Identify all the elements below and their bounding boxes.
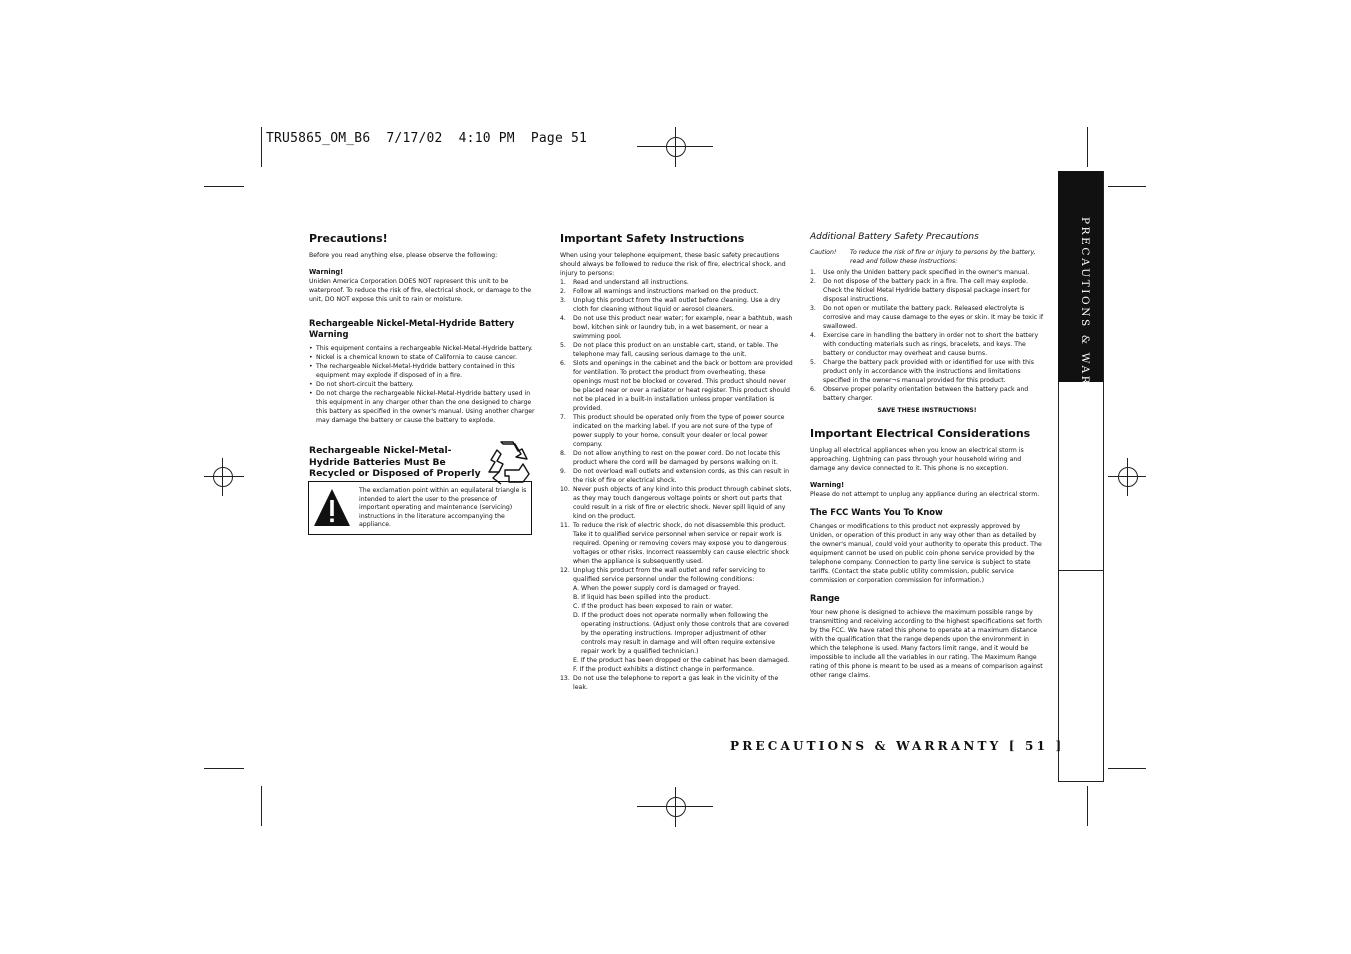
list-text: To reduce the risk of electric shock, do not disassemble this product. Take it to qualified service personnel when service or repair work is required. Opening or removing covers may expose you to dangerous voltages or other risks. Incorrect reassembly can cause electric shock when the appliance is subsequently used. [573,522,790,565]
list-item [810,268,1044,277]
fcc-title: The FCC Wants You To Know [810,507,943,517]
bullet-item: • This equipment contains a rechargeable Nickel-Metal-Hydride battery. [309,344,535,353]
list-text: Follow all warnings and instructions marked on the product. [573,288,759,295]
battery-bullet-list [309,344,535,425]
safety-instruction-list [560,278,793,692]
battery-warning-heading: Rechargeable Nickel-Metal-Hydride Battery Warning [309,318,515,339]
column-battery-electrical [810,232,1044,680]
condition-item: E. If the product has been dropped or the cabinet has been damaged. [573,657,790,664]
print-slug: TRU5865_OM_B6 7/17/02 4:10 PM Page 51 [266,131,588,146]
list-number: 5. [560,342,566,349]
safety-intro: When using your telephone equipment, these basic safety precautions should always be followed to reduce the risk of fire, electrical shock, and injury to persons: [560,252,786,277]
list-item [560,449,793,467]
list-text: Never push objects of any kind into this product through cabinet slots, as they may touch dangerous voltage points or short out parts that could result in a risk of fire or electric shock. Never spill liquid of any kind on the product. [573,486,792,520]
list-number: 1. [810,269,816,276]
list-item [810,277,1044,304]
list-item [560,341,793,359]
list-number: 6. [810,386,816,393]
list-text: Use only the Uniden battery pack specified in the owner's manual. [823,269,1030,276]
fcc-text: Changes or modifications to this product not expressly approved by Uniden, or operation of this product in any way other than as detailed by the owner's manual, could void your authority to operate this product. The equipment cannot be used on public coin phone service provided by the telephone company. Connection to party line service is subject to state tariffs. (Contact the state public utility commission, public service commission or corporation commission for information.) [810,523,1042,584]
list-item [560,296,793,314]
exclamation-triangle-icon [312,487,352,529]
bullet-item: • The rechargeable Nickel-Metal-Hydride battery contained in this equipment may explode if disposed of in a fire. [309,362,535,380]
condition-item: B. If liquid has been spilled into the product. [573,594,711,601]
caution-label: Caution! [810,249,837,256]
electrical-title: Important Electrical Considerations [810,427,1031,440]
list-number: 13. [560,675,570,682]
list-number: 8. [560,450,566,457]
condition-item: F. If the product exhibits a distinct change in performance. [573,666,755,673]
list-number: 3. [810,305,816,312]
battery-precaution-list [810,268,1044,403]
electrical-warning-label: Warning! [810,481,845,489]
condition-item: A. When the power supply cord is damaged or frayed. [573,585,741,592]
list-text: This product should be operated only from the type of power source indicated on the marking label. If you are not sure of the type of power supply to your home, consult your dealer or local power company. [573,414,785,448]
battery-precautions-title: Additional Battery Safety Precautions [810,232,979,242]
list-text: Do not open or mutilate the battery pack. Released electrolyte is corrosive and may cause damage to the eyes or skin. It may be toxic if swallowed. [823,305,1044,330]
list-text: Do not allow anything to rest on the power cord. Do not locate this product where the cord will be damaged by persons walking on it. [573,450,781,466]
list-item [560,278,793,287]
list-item [560,287,793,296]
list-number: 6. [560,360,566,367]
caution-symbol-text: The exclamation point within an equilateral triangle is intended to alert the user to the presence of important operating and maintenance (servicing) instructions in the literature accompanying the appliance. [359,487,527,529]
list-number: 1. [560,279,566,286]
list-number: 4. [810,332,816,339]
electrical-text: Unplug all electrical appliances when you know an electrical storm is approaching. Lightning can pass through your household wiring and damage any device connected to it. This phone is no exception. [810,447,1024,472]
list-number: 2. [560,288,566,295]
list-number: 5. [810,359,816,366]
side-tab-label: PRECAUTIONS & WARRANTY [1079,217,1091,438]
safety-title: Important Safety Instructions [560,232,745,245]
list-text: Do not overload wall outlets and extension cords, as this can result in the risk of fire or electrical shock. [573,468,790,484]
list-item [560,521,793,566]
list-number: 9. [560,468,566,475]
list-item [560,485,793,521]
precautions-title: Precautions! [309,232,388,245]
list-number: 4. [560,315,566,322]
list-number: 12. [560,567,570,574]
column-precautions [309,232,535,495]
list-number: 11. [560,522,570,529]
list-number: 7. [560,414,566,421]
page-footer: PRECAUTIONS & WARRANTY [ 51 ] [730,739,1065,753]
warning-text: Uniden America Corporation DOES NOT represent this unit to be waterproof. To reduce the risk of fire, electrical shock, or damage to the unit, DO NOT expose this unit to rain or moisture. [309,278,532,303]
list-text: Do not dispose of the battery pack in a fire. The cell may explode. Check the Nickel Metal Hydride battery disposal package insert for disposal instructions. [823,278,1031,303]
electrical-warning-text: Please do not attempt to unplug any appliance during an electrical storm. [810,491,1040,498]
caution-symbol-box [308,481,532,535]
list-number: 10. [560,486,570,493]
list-number: 2. [810,278,816,285]
warning-label: Warning! [309,268,344,276]
bullet-item: • Do not charge the rechargeable Nickel-Metal-Hydride battery used in this equipment in any charger other than the one designed to charge this battery as specified in the owner's manual. Using another charger may damage the battery or cause the battery to explode. [309,389,535,425]
list-text: Do not use this product near water; for example, near a bathtub, wash bowl, kitchen sink or laundry tub, in a wet basement, or near a swimming pool. [573,315,793,340]
range-title: Range [810,593,840,603]
precautions-intro: Before you read anything else, please observe the following: [309,252,498,259]
list-item [560,413,793,449]
bullet-item: • Nickel is a chemical known to state of California to cause cancer. [309,353,535,362]
list-text: Slots and openings in the cabinet and the back or bottom are provided for ventilation. To protect the product from overheating, these openings must not be blocked or covered. This product should never be placed near or over a radiator or heat register. This product should not be placed in a built-in installation unless proper ventilation is provided. [573,360,793,412]
condition-item: C. If the product has been exposed to rain or water. [573,603,733,610]
list-text: Do not use the telephone to report a gas leak in the vicinity of the leak. [573,675,779,691]
list-item [560,314,793,341]
list-item [560,467,793,485]
column-safety-instructions [560,232,793,692]
range-text: Your new phone is designed to achieve the maximum possible range by transmitting and receiving according to the highest specifications set forth by the FCC. We have rated this phone to operate at a maximum distance with the qualification that the range depends upon the environment in which the telephone is used. Many factors limit range, and it would be impossible to include all the variables in our rating. The Maximum Range rating of this phone is meant to be used as a means of comparison against other range claims. [810,609,1043,679]
list-text: Unplug this product from the wall outlet and refer servicing to qualified service personnel under the following conditions: [573,567,766,583]
bullet-item: • Do not short-circuit the battery. [309,380,535,389]
caution-text: To reduce the risk of fire or injury to persons by the battery, read and follow these instructions: [850,249,1036,265]
save-instructions: SAVE THESE INSTRUCTIONS! [877,407,977,414]
list-text: Charge the battery pack provided with or identified for use with this product only in accordance with the instructions and limitations specified in the owner¬s manual provided for this product. [823,359,1034,384]
list-item [560,566,793,674]
recycle-heading: Rechargeable Nickel-Metal-Hydride Batteries Must Be Recycled or Disposed of Properly [309,445,481,479]
list-text: Read and understand all instructions. [573,279,689,286]
list-item [810,358,1044,385]
list-item [560,674,793,692]
list-item [810,304,1044,331]
list-text: Unplug this product from the wall outlet before cleaning. Use a dry cloth for cleaning without liquid or aerosol cleaners. [573,297,781,313]
list-text: Observe proper polarity orientation between the battery pack and battery charger. [823,386,1029,402]
list-text: Exercise care in handling the battery in order not to short the battery with conducting materials such as rings, bracelets, and keys. The battery or conductor may overheat and cause burns. [823,332,1039,357]
list-item [810,331,1044,358]
list-text: Do not place this product on an unstable cart, stand, or table. The telephone may fall, causing serious damage to the unit. [573,342,779,358]
condition-item: D. If the product does not operate normally when following the operating instructions. (Adjust only those controls that are covered by the operating instructions. Improper adjustment of other controls may result in damage and will often require extensive repair work by a qualified technician.) [573,612,789,655]
recycle-icon [485,440,533,486]
list-item [560,359,793,413]
list-item [810,385,1044,403]
list-number: 3. [560,297,566,304]
